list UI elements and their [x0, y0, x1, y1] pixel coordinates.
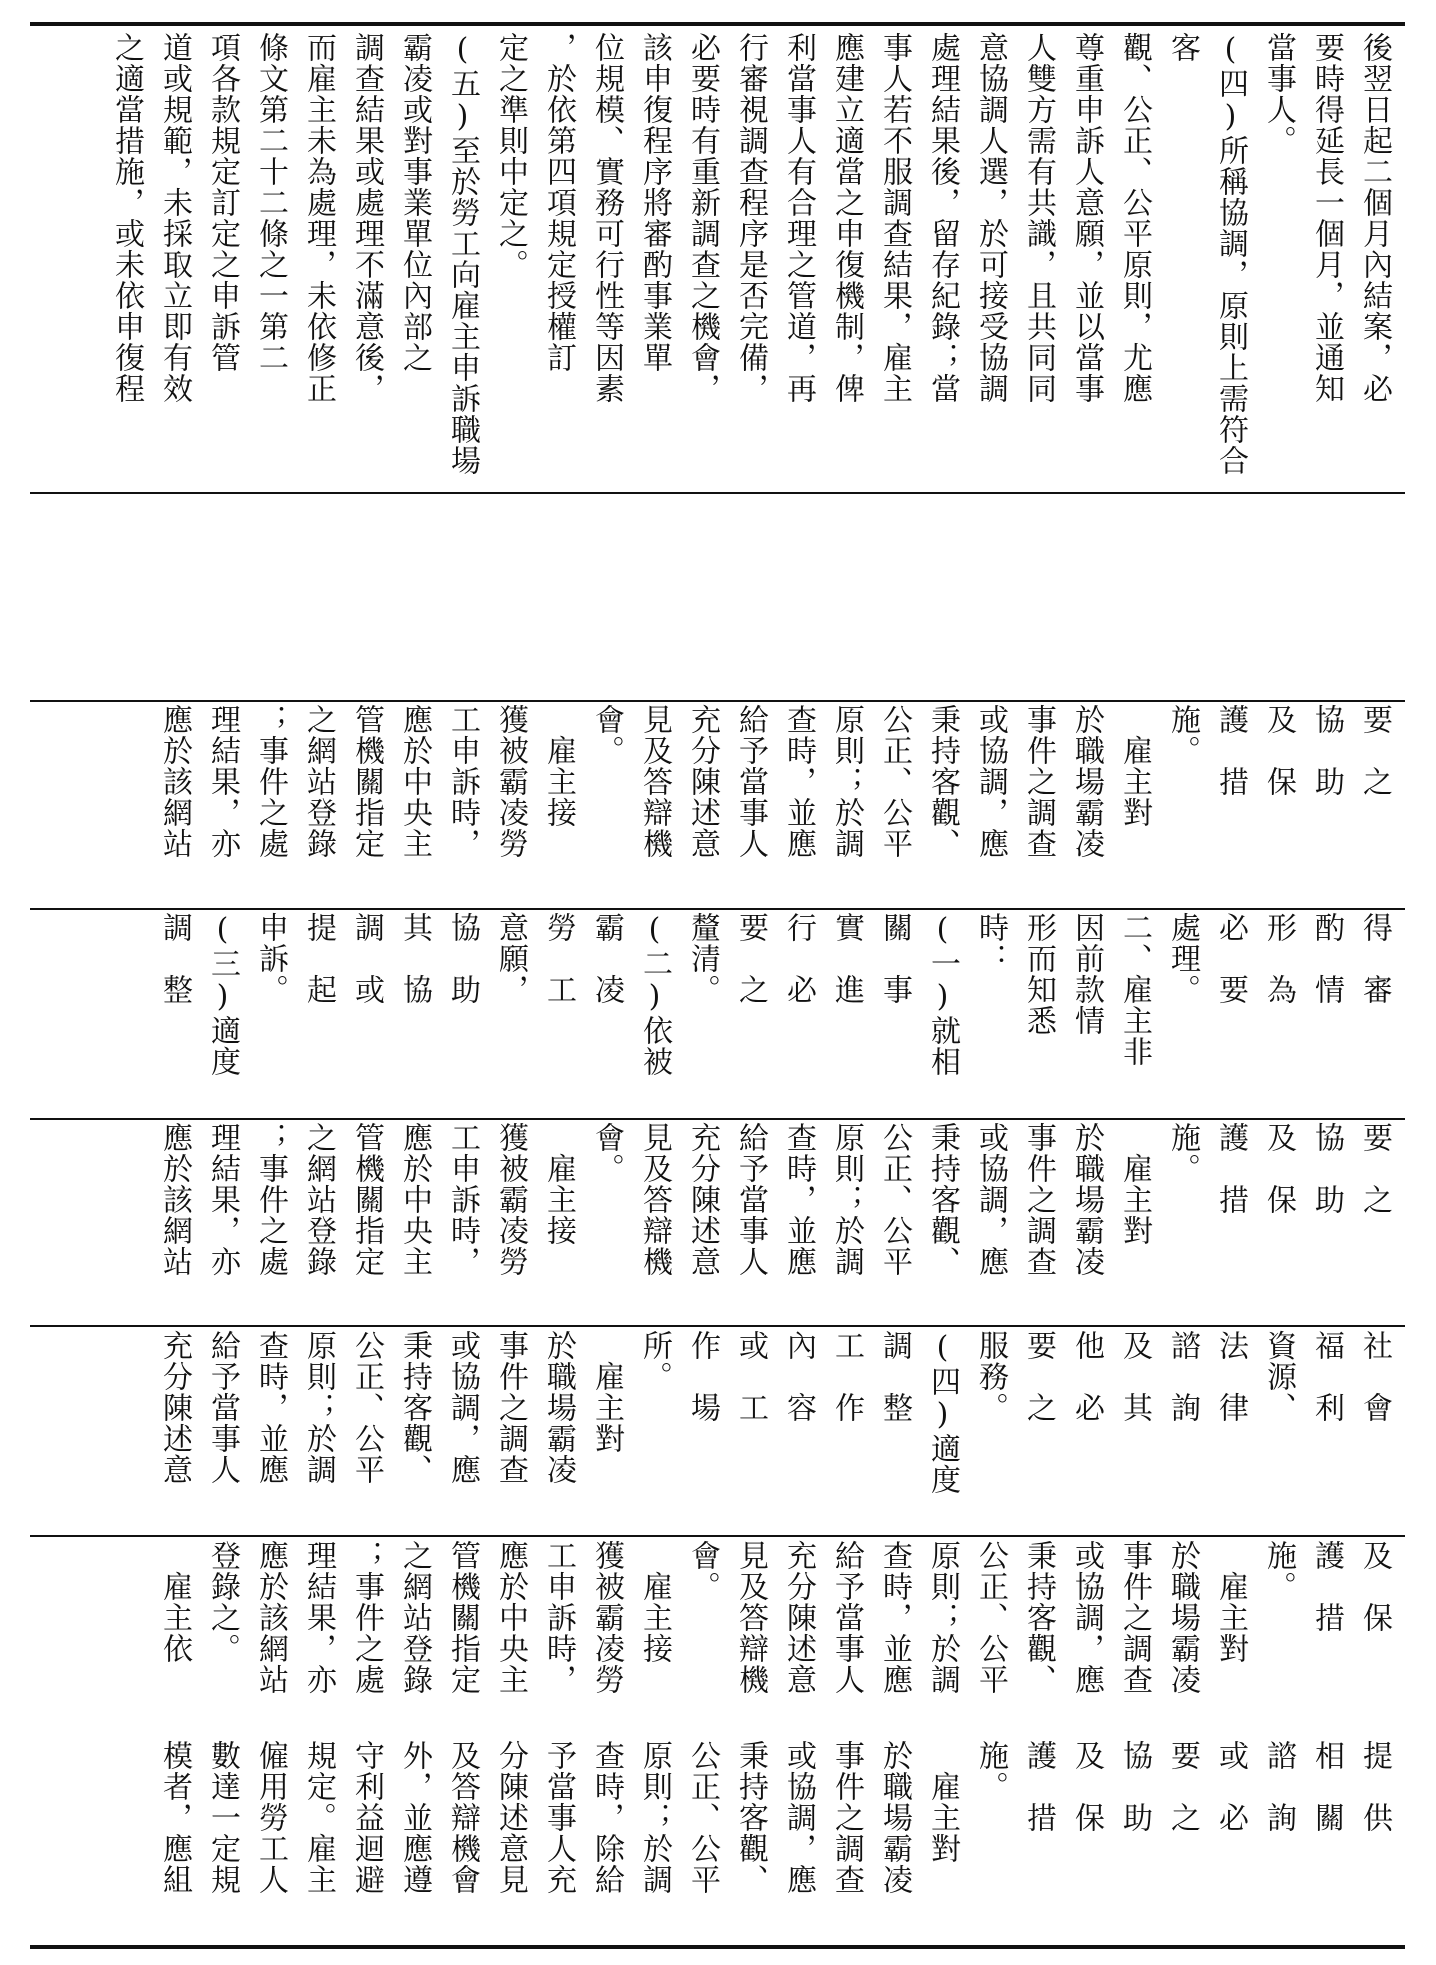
top-paragraph-line: 利當事人有合理之管道，再	[781, 32, 816, 404]
row1-column-b-line: 二、雇主非	[1117, 912, 1152, 1067]
row1-column-b-line: 時：	[973, 912, 1008, 974]
row1-column-b-line: 提 起	[301, 912, 336, 1005]
row1-column-a-line: 事件之調查	[1021, 704, 1056, 859]
row3-column-a-line: 管機關指定	[445, 1540, 480, 1695]
row1-column-a-line: 原則；於調	[829, 704, 864, 859]
row1-column-a-line: 充分陳述意	[685, 704, 720, 859]
top-paragraph-line: 人雙方需有共識，且共同同	[1021, 32, 1056, 404]
row2-column-a-line: 給予當事人	[733, 1122, 768, 1277]
row1-column-b-line: 勞 工	[541, 912, 576, 1005]
row2-column-a-line: 協 助	[1309, 1122, 1344, 1215]
row3-column-a-line: 應於中央主	[493, 1540, 528, 1695]
row1-column-b-line: 形而知悉	[1021, 912, 1056, 1036]
row3-column-a	[38, 1540, 1398, 1735]
row1-column-a-line: 協 助	[1309, 704, 1344, 797]
top-paragraph-line: 條文第二十二條之一第二	[253, 32, 288, 373]
section-rule-2	[30, 700, 1405, 702]
row3-column-a-line: 應於該網站	[253, 1540, 288, 1695]
row1-column-a-line: 應於中央主	[397, 704, 432, 859]
row3-column-a-line: 雇主依	[157, 1540, 192, 1664]
row2-column-b-line: 工 作	[829, 1330, 864, 1423]
row3-column-a-line: 之網站登錄	[397, 1540, 432, 1695]
row3-column-b-line: 協 助	[1117, 1740, 1152, 1833]
row2-column-a-line: 雇主接	[541, 1122, 576, 1246]
top-paragraph-line: 之適當措施，或未依申復程	[109, 32, 144, 404]
row1-column-b-line: 必 要	[1213, 912, 1248, 1005]
row1-column-a	[38, 704, 1398, 904]
row2-column-b-line: 給予當事人	[205, 1330, 240, 1485]
row1-column-b-line: 釐清。	[685, 912, 720, 1005]
row1-column-a-line: 秉持客觀、	[925, 704, 960, 859]
top-paragraph-line: 調查結果或處理不滿意後，	[349, 32, 384, 404]
top-paragraph-line: 要時得延長一個月，並通知	[1309, 32, 1344, 404]
row3-column-b-line: 公正、公平	[685, 1740, 720, 1895]
row3-column-b-line: 要 之	[1165, 1740, 1200, 1833]
row1-column-a-line: 工申訴時，	[445, 704, 480, 859]
top-paragraph-line: 項各款規定訂定之申訴管	[205, 32, 240, 373]
row2-column-b-line: 或 工	[733, 1330, 768, 1423]
row1-column-b-line: 要 之	[733, 912, 768, 1005]
row2-column-a-line: 要 之	[1357, 1122, 1392, 1215]
top-paragraph-line: 當事人。	[1261, 32, 1296, 156]
top-paragraph-line: 霸凌或對事業單位內部之	[397, 32, 432, 373]
top-paragraph-line: (四)所稱協調，原則上需符合客	[1165, 32, 1248, 476]
row1-column-b-line: 行 必	[781, 912, 816, 1005]
row3-column-a-line: 會。	[685, 1540, 720, 1602]
row3-column-a-line: 事件之調查	[1117, 1540, 1152, 1695]
top-paragraph-line: (五)至於勞工向雇主申訴職場	[445, 32, 480, 476]
top-rule	[30, 22, 1405, 26]
row3-column-a-line: 及 保	[1357, 1540, 1392, 1633]
row3-column-a-line: 公正、公平	[973, 1540, 1008, 1695]
row1-column-a-line: 查時，並應	[781, 704, 816, 859]
row3-column-a-line: 護 措	[1309, 1540, 1344, 1633]
row3-column-a-line: 於職場霸凌	[1165, 1540, 1200, 1695]
row1-column-a-line: 施。	[1165, 704, 1200, 766]
row1-column-a-line: 或協調，應	[973, 704, 1008, 859]
row1-column-b	[38, 912, 1398, 1112]
row3-column-b-line: 外，並應遵	[397, 1740, 432, 1895]
row2-column-b-line: 及 其	[1117, 1330, 1152, 1423]
row2-column-b-line: 於職場霸凌	[541, 1330, 576, 1485]
row3-column-b-line: 查時，除給	[589, 1740, 624, 1895]
top-paragraph-line: 應建立適當之申復機制，俾	[829, 32, 864, 404]
row2-column-a-line: 查時，並應	[781, 1122, 816, 1277]
row3-column-a-line: 理結果，亦	[301, 1540, 336, 1695]
top-paragraph-line: 處理結果後，留存紀錄；當	[925, 32, 960, 404]
top-paragraph-line: 行審視調查程序是否完備，	[733, 32, 768, 404]
row1-column-a-line: 理結果，亦	[205, 704, 240, 859]
row1-column-a-line: 給予當事人	[733, 704, 768, 859]
section-rule-1	[30, 492, 1405, 494]
row1-column-a-line: ；事件之處	[253, 704, 288, 859]
row1-column-b-line: 其 協	[397, 912, 432, 1005]
row1-column-b-line: 酌 情	[1309, 912, 1344, 1005]
section-rule-6	[30, 1535, 1405, 1537]
row1-column-b-line: 因前款情	[1069, 912, 1104, 1036]
top-paragraph-line: 道或規範，未採取立即有效	[157, 32, 192, 404]
top-paragraph-line: 尊重申訴人意願，並以當事	[1069, 32, 1104, 404]
row2-column-a-line: 理結果，亦	[205, 1122, 240, 1277]
row3-column-b-line: 原則；於調	[637, 1740, 672, 1895]
row2-column-b-line: 社 會	[1357, 1330, 1392, 1423]
row1-column-b-line: (二)依被	[637, 912, 672, 1077]
row2-column-b-line: 公正、公平	[349, 1330, 384, 1485]
row1-column-a-line: 管機關指定	[349, 704, 384, 859]
row1-column-b-line: 協 助	[445, 912, 480, 1005]
row3-column-a-line: 工申訴時，	[541, 1540, 576, 1695]
row1-column-a-line: 及 保	[1261, 704, 1296, 797]
top-paragraph-line: ，於依第四項規定授權訂	[541, 32, 576, 373]
row1-column-a-line: 見及答辯機	[637, 704, 672, 859]
row1-column-b-line: 調 或	[349, 912, 384, 1005]
row2-column-b-line: 他 必	[1069, 1330, 1104, 1423]
row3-column-b-line: 施。	[973, 1740, 1008, 1802]
row1-column-a-line: 於職場霸凌	[1069, 704, 1104, 859]
row3-column-b-line: 模者，應組	[157, 1740, 192, 1895]
row1-column-b-line: 得 審	[1357, 912, 1392, 1005]
row2-column-a-line: 於職場霸凌	[1069, 1122, 1104, 1277]
row1-column-a-line: 之網站登錄	[301, 704, 336, 859]
top-paragraph-line: 而雇主未為處理，未依修正	[301, 32, 336, 404]
row3-column-a-line: 施。	[1261, 1540, 1296, 1602]
row2-column-a-line: 護 措	[1213, 1122, 1248, 1215]
row2-column-a-line: 秉持客觀、	[925, 1122, 960, 1277]
row3-column-a-line: 給予當事人	[829, 1540, 864, 1695]
section-rule-5	[30, 1325, 1405, 1327]
row3-column-b-line: 提 供	[1357, 1740, 1392, 1833]
row1-column-b-line: 關 事	[877, 912, 912, 1005]
row3-column-b-line: 及答辯機會	[445, 1740, 480, 1895]
row3-column-b-line: 規定。雇主	[301, 1740, 336, 1895]
row2-column-b-line: 所。	[637, 1330, 672, 1392]
row1-column-b-line: 霸 凌	[589, 912, 624, 1005]
section-rule-3	[30, 908, 1405, 910]
row2-column-b-line: 原則；於調	[301, 1330, 336, 1485]
row2-column-b-line: (四)適度	[925, 1330, 960, 1495]
row1-column-a-line: 會。	[589, 704, 624, 766]
row3-column-b-line: 於職場霸凌	[877, 1740, 912, 1895]
row3-column-b-line: 分陳述意見	[493, 1740, 528, 1895]
row2-column-b-line: 諮 詢	[1165, 1330, 1200, 1423]
row2-column-a-line: 獲被霸凌勞	[493, 1122, 528, 1277]
row3-column-a-line: ；事件之處	[349, 1540, 384, 1695]
row2-column-a-line: 充分陳述意	[685, 1122, 720, 1277]
row2-column-a-line: 會。	[589, 1122, 624, 1184]
row2-column-a-line: 工申訴時，	[445, 1122, 480, 1277]
row3-column-a-line: 登錄之。	[205, 1540, 240, 1664]
row3-column-b-line: 護 措	[1021, 1740, 1056, 1833]
row1-column-b-line: 申訴。	[253, 912, 288, 1005]
row2-column-b-line: 或協調，應	[445, 1330, 480, 1485]
row2-column-a-line: 應於該網站	[157, 1122, 192, 1277]
row3-column-b-line: 及 保	[1069, 1740, 1104, 1833]
row1-column-b-line: 意願，	[493, 912, 528, 1005]
row1-column-b-line: 處理。	[1165, 912, 1200, 1005]
row3-column-a-line: 獲被霸凌勞	[589, 1540, 624, 1695]
row1-column-a-line: 雇主接	[541, 704, 576, 828]
row1-column-a-line: 護 措	[1213, 704, 1248, 797]
row3-column-a-line: 原則；於調	[925, 1540, 960, 1695]
row1-column-b-line: (一)就相	[925, 912, 960, 1077]
row2-column-b	[38, 1330, 1398, 1530]
row2-column-b-line: 作 場	[685, 1330, 720, 1423]
row2-column-a-line: ；事件之處	[253, 1122, 288, 1277]
top-paragraph-line: 定之準則中定之。	[493, 32, 528, 280]
row3-column-a-line: 雇主對	[1213, 1540, 1248, 1664]
row3-column-b-line: 守利益迴避	[349, 1740, 384, 1895]
row1-column-a-line: 要 之	[1357, 704, 1392, 797]
top-paragraph-line: 觀、公正、公平原則，尤應	[1117, 32, 1152, 404]
row3-column-b-line: 秉持客觀、	[733, 1740, 768, 1895]
row2-column-a-line: 事件之調查	[1021, 1122, 1056, 1277]
row2-column-b-line: 法 律	[1213, 1330, 1248, 1423]
row2-column-b-line: 資源、	[1261, 1330, 1296, 1423]
row2-column-b-line: 雇主對	[589, 1330, 624, 1454]
row3-column-b-line: 事件之調查	[829, 1740, 864, 1895]
row2-column-a-line: 原則；於調	[829, 1122, 864, 1277]
top-paragraph-line: 意協調人選，於可接受協調	[973, 32, 1008, 404]
top-paragraph-line: 該申復程序將審酌事業單	[637, 32, 672, 373]
row2-column-b-line: 充分陳述意	[157, 1330, 192, 1485]
row3-column-b-line: 相 關	[1309, 1740, 1344, 1833]
row2-column-b-line: 內 容	[781, 1330, 816, 1423]
top-paragraph-line: 事人若不服調查結果，雇主	[877, 32, 912, 404]
row2-column-a	[38, 1122, 1398, 1322]
row2-column-b-line: 秉持客觀、	[397, 1330, 432, 1485]
top-paragraph-line: 必要時有重新調查之機會，	[685, 32, 720, 404]
row1-column-a-line: 獲被霸凌勞	[493, 704, 528, 859]
bottom-rule	[30, 1945, 1405, 1949]
section-rule-4	[30, 1118, 1405, 1120]
row3-column-a-line: 雇主接	[637, 1540, 672, 1664]
row2-column-b-line: 調 整	[877, 1330, 912, 1423]
row1-column-a-line: 公正、公平	[877, 704, 912, 859]
row3-column-b-line: 或 必	[1213, 1740, 1248, 1833]
row3-column-b-line: 諮 詢	[1261, 1740, 1296, 1833]
row3-column-a-line: 充分陳述意	[781, 1540, 816, 1695]
row1-column-b-line: 形 為	[1261, 912, 1296, 1005]
row2-column-a-line: 之網站登錄	[301, 1122, 336, 1277]
row3-column-a-line: 見及答辯機	[733, 1540, 768, 1695]
row2-column-a-line: 公正、公平	[877, 1122, 912, 1277]
row2-column-a-line: 應於中央主	[397, 1122, 432, 1277]
row2-column-b-line: 服務。	[973, 1330, 1008, 1423]
top-paragraph	[38, 32, 1398, 487]
row2-column-a-line: 或協調，應	[973, 1122, 1008, 1277]
row2-column-b-line: 福 利	[1309, 1330, 1344, 1423]
row1-column-b-line: 調 整	[157, 912, 192, 1005]
row1-column-a-line: 雇主對	[1117, 704, 1152, 828]
top-paragraph-line: 位規模、實務可行性等因素	[589, 32, 624, 404]
row3-column-b	[38, 1740, 1398, 1940]
row2-column-a-line: 見及答辯機	[637, 1122, 672, 1277]
row3-column-a-line: 或協調，應	[1069, 1540, 1104, 1695]
row3-column-b-line: 予當事人充	[541, 1740, 576, 1895]
top-paragraph-line: 後翌日起二個月內結案，必	[1357, 32, 1392, 404]
row3-column-b-line: 雇主對	[925, 1740, 960, 1864]
row2-column-a-line: 管機關指定	[349, 1122, 384, 1277]
row2-column-a-line: 施。	[1165, 1122, 1200, 1184]
row2-column-b-line: 要 之	[1021, 1330, 1056, 1423]
row1-column-b-line: 實 進	[829, 912, 864, 1005]
row1-column-b-line: (三)適度	[205, 912, 240, 1077]
row3-column-b-line: 或協調，應	[781, 1740, 816, 1895]
row2-column-a-line: 及 保	[1261, 1122, 1296, 1215]
row2-column-a-line: 雇主對	[1117, 1122, 1152, 1246]
row2-column-b-line: 查時，並應	[253, 1330, 288, 1485]
row3-column-a-line: 秉持客觀、	[1021, 1540, 1056, 1695]
row2-column-b-line: 事件之調查	[493, 1330, 528, 1485]
row3-column-b-line: 僱用勞工人	[253, 1740, 288, 1895]
row3-column-a-line: 查時，並應	[877, 1540, 912, 1695]
row1-column-a-line: 應於該網站	[157, 704, 192, 859]
row3-column-b-line: 數達一定規	[205, 1740, 240, 1895]
